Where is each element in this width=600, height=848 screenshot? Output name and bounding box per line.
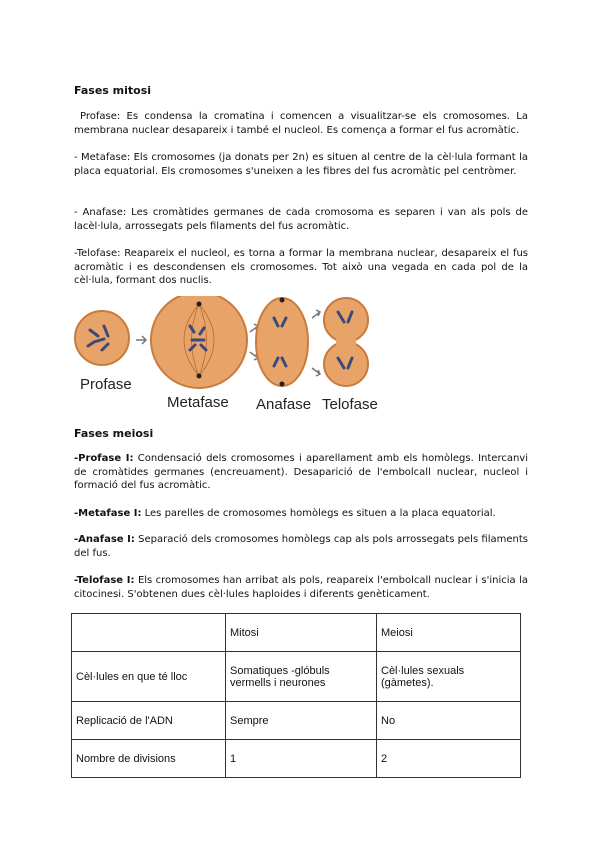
table-cell: Sempre <box>226 702 377 740</box>
table-header-cell <box>72 614 226 652</box>
table-row <box>72 702 521 740</box>
mitosis-figure <box>74 296 384 416</box>
table-row <box>72 740 521 778</box>
table-cell: 2 <box>377 740 521 778</box>
table-cell: Replicació de l'ADN <box>72 702 226 740</box>
table-cell: No <box>377 702 521 740</box>
meiosis-heading: Fases meiosi <box>74 427 154 440</box>
table-header-cell: Meiosi <box>377 614 521 652</box>
mitosis-heading: Fases mitosi <box>74 84 152 97</box>
meiosi-text: Els cromosomes han arribat als pols, reapareix l'embolcall nuclear i s'inicia la citocinesi. S'obtenen dues cèl·lules haploides i diferents genèticament. <box>74 575 528 600</box>
table-cell: Cèl·lules en que té lloc <box>72 652 226 702</box>
table-header-row <box>72 614 521 652</box>
meiosi-term: -Anafase I: <box>74 534 135 545</box>
figure-label-profase: Profase <box>80 376 132 393</box>
figure-label-telofase: Telofase <box>322 396 378 413</box>
meiosi-text: Separació dels cromosomes homòlegs cap als pols arrossegats pels filaments del fus. <box>74 534 528 559</box>
meiosi-item <box>74 452 528 493</box>
meiosi-term: -Metafase I: <box>74 508 142 519</box>
metafase-paragraph: - Metafase: Els cromosomes (ja donats per 2n) es situen al centre de la cèl·lula formant la placa equatorial. Els cromosomes s'uneixen a les fibres del fus acromàtic pel centròmer. <box>74 152 528 177</box>
table-header-cell: Mitosi <box>226 614 377 652</box>
meiosi-item <box>74 574 528 601</box>
profase-paragraph: Profase: Es condensa la cromatina i comencen a visualitzar-se els cromosomes. La membrana nuclear desapareix i també el nucleol. Es comença a formar el fus acromàtic. <box>74 111 528 136</box>
anafase-paragraph: - Anafase: Les cromàtides germanes de cada cromosoma es separen i van als pols de lacèl·lula, arrossegats pels filaments del fus acromàtic. <box>74 207 528 232</box>
table-row <box>72 652 521 702</box>
table-cell: Somatiques -glóbuls vermells i neurones <box>226 652 377 702</box>
figure-label-anafase: Anafase <box>256 396 312 413</box>
figure-label-metafase: Metafase <box>167 394 229 411</box>
meiosi-text: Les parelles de cromosomes homòlegs es situen a la placa equatorial. <box>141 508 496 519</box>
table-cell: Nombre de divisions <box>72 740 226 778</box>
meiosi-item <box>74 533 528 560</box>
telofase-paragraph: -Telofase: Reapareix el nucleol, es torna a formar la membrana nuclear, desapareix el fus acromàtic i es descondensen els cromosomes. Tot això una vegada en cada pol de la cèl·lula, formant dos nuclis. <box>74 248 528 286</box>
meiosi-text: Condensació dels cromosomes i aparellament amb els homòlegs. Intercanvi de cromàtides germanes (encreuament). Desaparició de l'embolcall nuclear, nucleol i formació del fus acromàtic. <box>74 453 528 491</box>
meiosi-term: -Telofase I: <box>74 575 135 586</box>
table-cell: Cèl·lules sexuals (gàmetes). <box>377 652 521 702</box>
table-cell: 1 <box>226 740 377 778</box>
meiosi-item <box>74 507 528 521</box>
meiosi-term: -Profase I: <box>74 453 134 464</box>
comparison-table <box>71 613 521 778</box>
